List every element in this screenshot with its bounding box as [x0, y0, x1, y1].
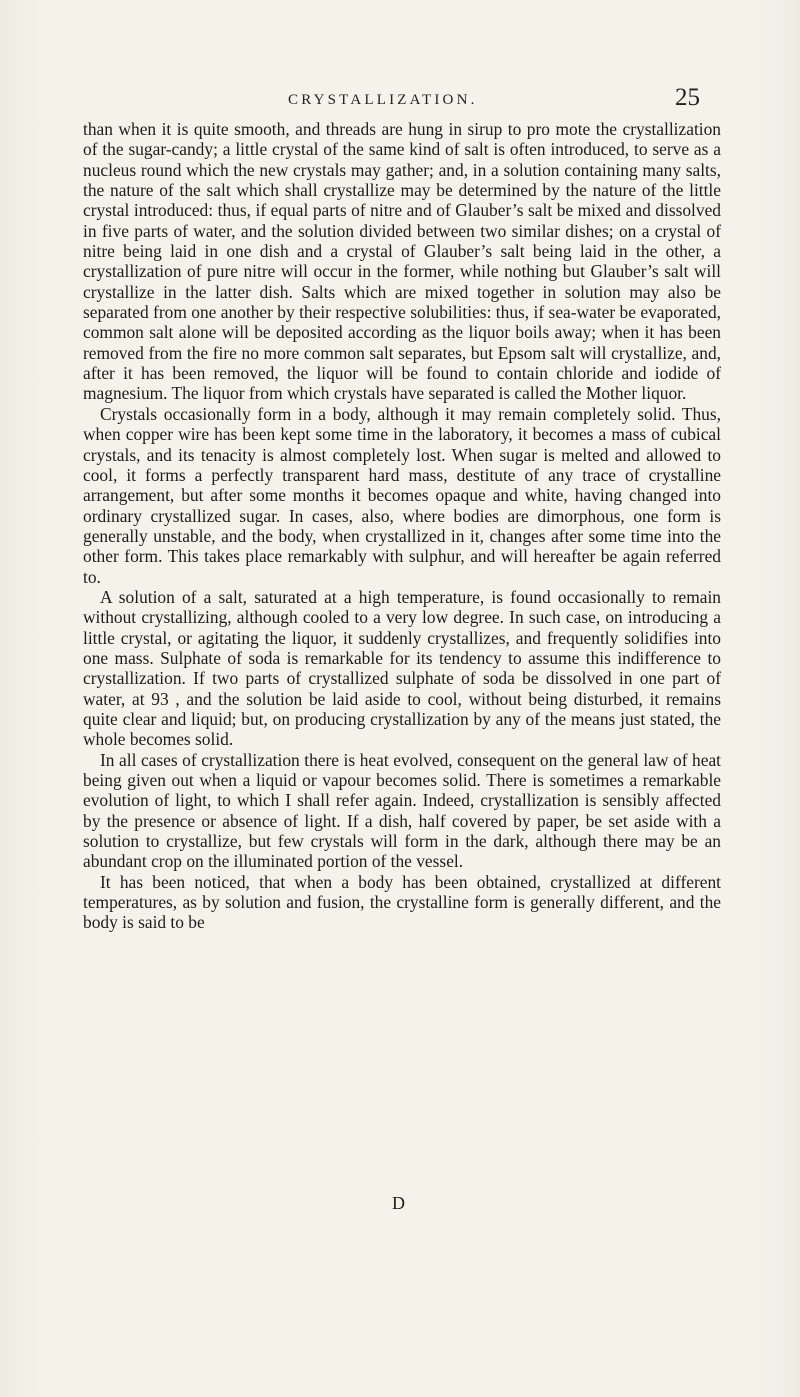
running-title: CRYSTALLIZATION. — [288, 92, 478, 108]
paragraph: A solution of a salt, saturated at a high temperature, is found occasionally to remain without crystallizing, although cooled to a very low degree. In such case, on introducing a little crystal, or agitating the liquor, it suddenly crystallizes, and frequently solidifies into one mass. Sulphate of soda is remarkable for its tendency to assume this indifference to crystallization. If two parts of crystallized sulphate of soda be dissolved in one part of water, at 93 , and the solution be laid aside to cool, without being disturbed, it remains quite clear and liquid; but, on producing crystallization by any of the means just stated, the whole becomes solid. — [83, 586, 721, 750]
signature-mark: D — [392, 1193, 405, 1213]
paragraph: Crystals occasionally form in a body, although it may remain completely solid. Thus, when copper wire has been kept some time in the laboratory, it becomes a mass of cubical crystals, and its tenacity is almost completely lost. When sugar is melted and allowed to cool, it forms a perfectly transparent hard mass, destitute of any trace of crystalline arrangement, but after some months it becomes opaque and white, having changed into ordinary crystallized sugar. In cases, also, where bodies are dimorphous, one form is generally unstable, and the body, when crystallized in it, changes after some time into the other form. This takes place remarkably with sulphur, and will hereafter be again referred to. — [83, 403, 721, 587]
paragraph: In all cases of crystallization there is heat evolved, consequent on the general law of heat being given out when a liquid or vapour becomes solid. There is sometimes a remarkable evolution of light, to which I shall refer again. Indeed, crystallization is sensibly affected by the presence or absence of light. If a dish, half covered by paper, be set aside with a solution to crystallize, but few crystals will form in the dark, although there may be an abundant crop on the illuminated portion of the vessel. — [83, 749, 721, 872]
paragraph: than when it is quite smooth, and threads are hung in sirup to pro mote the crystallization of the sugar-candy; a little crystal of the same kind of salt is often introduced, to serve as a nucleus round which the new crystals may gather; and, in a solution containing many salts, the nature of the salt which shall crystallize may be determined by the nature of the little crystal introduced: thus, if equal parts of nitre and of Glauber’s salt be mixed and dissolved in five parts of water, and the solution divided between two similar dishes; on a crystal of nitre being laid in one dish and a crystal of Glauber’s salt being laid in the other, a crystallization of pure nitre will occur in the former, while nothing but Glauber’s salt will crystallize in the latter dish. Salts which are mixed together in solution may also be separated from one another by their respective solubilities: thus, if sea-water be evaporated, common salt alone will be deposited according as the liquor boils away; when it has been removed from the fire no more common salt separates, but Epsom salt will crystallize, and, after it has been removed, the liquor will be found to contain chloride and iodide of magnesium. The liquor from which crystals have separated is called the Mother liquor. — [83, 119, 721, 404]
paragraph: It has been noticed, that when a body has been obtained, crystallized at different temperatures, as by solution and fusion, the crystalline form is generally different, and the body is said to be — [83, 871, 721, 933]
page-number: 25 — [675, 84, 700, 111]
body-text — [83, 119, 721, 933]
